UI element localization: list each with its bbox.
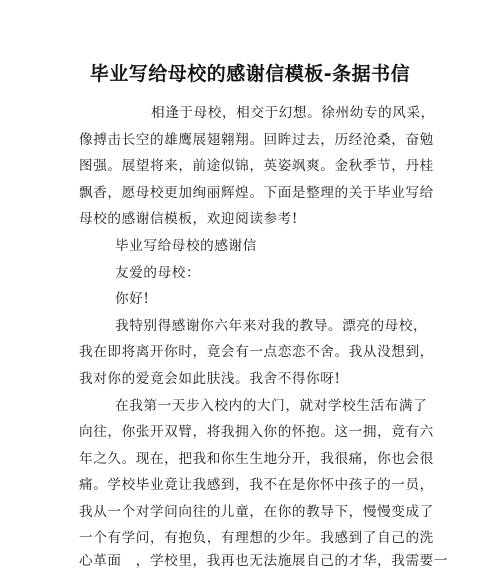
paragraph-line: 母校的感谢信模板，欢迎阅读参考! xyxy=(79,211,298,227)
paragraph-line: 飘香，愿母校更加绚丽辉煌。下面是整理的关于毕业写给 xyxy=(79,185,434,201)
paragraph-line: 我在即将离开你时，竟会有一点恋恋不舍。我从没想到， xyxy=(79,344,434,360)
greeting: 你好! xyxy=(115,291,150,307)
paragraph-line: 图强。展望将来，前途似锦，英姿飒爽。金秋季节，丹桂 xyxy=(79,158,434,174)
paragraph-line: 年之久。现在，把我和你生生地分开，我很痛，你也会很 xyxy=(79,451,434,467)
paragraph-line: 相逢于母校，相交于幻想。徐州幼专的风采， xyxy=(151,105,435,121)
letter-heading: 毕业写给母校的感谢信 xyxy=(115,238,257,254)
paragraph-line: 我特别得感谢你六年来对我的教导。漂亮的母校， xyxy=(115,318,428,334)
paragraph-line: 心革面 ，学校里，我再也无法施展自己的才华，我需要一 xyxy=(79,553,449,569)
paragraph-line: 像搏击长空的雄鹰展翅翱翔。回眸过去，历经沧桑，奋勉 xyxy=(79,132,434,148)
paragraph-line: 痛。学校毕业竟让我感到，我不在是你怀中孩子的一员， xyxy=(79,477,434,493)
document-title: 毕业写给母校的感谢信模板-条据书信 xyxy=(89,63,411,85)
salutation: 友爱的母校： xyxy=(115,265,201,281)
paragraph-line: 我从一个对学问向往的儿童，在你的教导下，慢慢变成了 xyxy=(79,504,434,520)
paragraph-line: 向往，你张开双臂，将我拥入你的怀抱。这一拥，竟有六 xyxy=(79,424,434,440)
paragraph-line: 我对你的爱竟会如此肤浅。我舍不得你呀! xyxy=(79,371,341,387)
paragraph-line: 在我第一天步入校内的大门，就对学校生活布满了 xyxy=(115,398,428,414)
paragraph-line: 一个有学问，有抱负，有理想的少年。我感到了自己的洗 xyxy=(79,530,434,546)
